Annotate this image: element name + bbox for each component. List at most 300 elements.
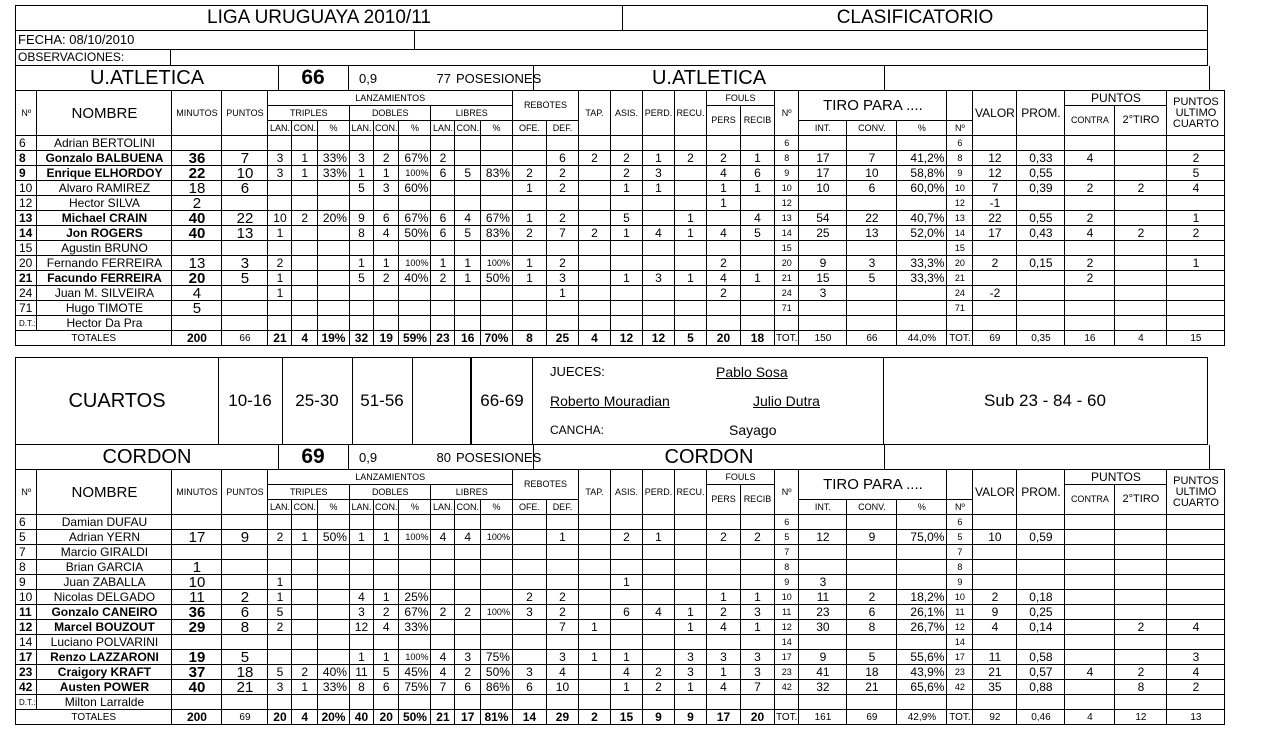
empty-cell <box>706 316 740 331</box>
total-asis: 15 <box>610 710 642 725</box>
cell-pts: 13 <box>222 226 268 241</box>
total-n2: TOT. <box>775 711 798 723</box>
cell-conv: 5 <box>847 271 897 286</box>
total-tpct: 44,0% <box>897 331 947 346</box>
cell-prom <box>1017 635 1065 650</box>
cell-tpct <box>897 560 947 575</box>
cell-t_lan: 10 <box>268 211 292 226</box>
cell-prom <box>1017 196 1065 211</box>
cell-l_lan <box>431 635 455 650</box>
total-d_con: 20 <box>373 710 399 725</box>
empty-cell <box>292 695 318 710</box>
cell-tpct <box>897 301 947 316</box>
table-row <box>16 665 1225 680</box>
col-header-recib: RECIB <box>740 106 774 136</box>
cell-conv: 6 <box>847 181 897 196</box>
cell-int <box>799 635 847 650</box>
total-valor: 92 <box>973 710 1017 725</box>
cell-recib: 3 <box>740 650 774 665</box>
coach-name: Hector Da Pra <box>37 316 172 331</box>
cell-int: 25 <box>799 226 847 241</box>
cell-d_con <box>373 301 399 316</box>
cell-int: 9 <box>799 650 847 665</box>
cell-tpct: 26,1% <box>897 605 947 620</box>
cell-l_con <box>455 545 481 560</box>
totals-label: TOTALES <box>16 331 172 346</box>
cell-t_pct <box>317 545 349 560</box>
empty-cell <box>349 695 373 710</box>
cell-t_con <box>292 271 318 286</box>
cell-l_pct <box>480 635 512 650</box>
empty-cell <box>455 316 481 331</box>
cell-l_con: 1 <box>455 256 481 271</box>
cell-perd <box>642 620 674 635</box>
table-row <box>16 256 1225 271</box>
cell-segundo <box>1115 575 1167 590</box>
total-t_con: 4 <box>292 331 318 346</box>
col-header-triples: TRIPLES <box>268 106 350 121</box>
cell-perd <box>642 575 674 590</box>
cell-t_pct: 40% <box>317 665 349 680</box>
date-row <box>15 31 1208 50</box>
cell-num: 7 <box>16 545 37 560</box>
team1-score: 66 <box>278 66 349 90</box>
cell-num: 10 <box>16 181 37 196</box>
cell-conv: 5 <box>847 650 897 665</box>
cell-recib <box>740 515 774 530</box>
cell-ultimo: 1 <box>1167 211 1225 226</box>
coach-label: D.T.: <box>16 695 37 710</box>
cell-tpct <box>897 136 947 151</box>
cell-l_lan <box>431 286 455 301</box>
empty-cell <box>1065 316 1115 331</box>
cell-contra <box>1065 575 1115 590</box>
cell-n3: 14 <box>947 226 973 241</box>
cell-tap <box>578 635 610 650</box>
cell-valor <box>973 271 1017 286</box>
observations-label: OBSERVACIONES: <box>16 49 171 65</box>
cell-conv <box>847 286 897 301</box>
cell-l_pct: 86% <box>480 680 512 695</box>
court-label: CANCHA: <box>550 423 605 437</box>
cell-d_con <box>373 196 399 211</box>
cell-pts <box>222 136 268 151</box>
cell-pers: 3 <box>706 650 740 665</box>
cell-int <box>799 560 847 575</box>
cell-ofe: 1 <box>512 256 546 271</box>
cell-pers <box>706 575 740 590</box>
cell-int: 15 <box>799 271 847 286</box>
col-header-pct: % <box>317 121 349 136</box>
empty-cell <box>847 316 897 331</box>
cell-d_pct <box>399 286 431 301</box>
cell-l_pct <box>480 196 512 211</box>
total-l_pct: 70% <box>480 331 512 346</box>
cell-t_lan: 1 <box>268 575 292 590</box>
cell-n2: 14 <box>774 635 798 650</box>
cell-recu: 1 <box>674 605 706 620</box>
table-row <box>16 301 1225 316</box>
cell-l_lan: 7 <box>431 680 455 695</box>
col-header-pers: PERS <box>706 106 740 136</box>
cell-t_con <box>292 256 318 271</box>
cell-conv: 3 <box>847 256 897 271</box>
cell-prom: 0,58 <box>1017 650 1065 665</box>
cell-prom: 0,33 <box>1017 151 1065 166</box>
col-header-num: Nº <box>16 470 37 515</box>
empty-cell <box>268 695 292 710</box>
cell-asis <box>610 620 642 635</box>
cell-name: Brian GARCIA <box>37 560 172 575</box>
cell-l_con: 5 <box>455 226 481 241</box>
empty-cell <box>642 695 674 710</box>
col-header-con: CON. <box>455 500 481 515</box>
col-header-valor: VALOR <box>973 91 1017 136</box>
cell-t_pct <box>317 226 349 241</box>
cell-d_con: 6 <box>373 680 399 695</box>
cell-l_con: 2 <box>455 605 481 620</box>
total-pts: 69 <box>222 710 268 725</box>
col-header-blank <box>947 91 973 121</box>
cell-n2: 20 <box>774 256 798 271</box>
cell-t_lan <box>268 650 292 665</box>
cell-int <box>799 301 847 316</box>
cell-tpct: 26,7% <box>897 620 947 635</box>
cell-ofe: 1 <box>512 271 546 286</box>
cell-n3: 15 <box>947 241 973 256</box>
cell-ultimo <box>1167 560 1225 575</box>
cell-t_pct: 33% <box>317 680 349 695</box>
cell-min: 2 <box>172 196 222 211</box>
team1-possessions-label: POSESIONES <box>456 70 542 86</box>
cell-n2: 71 <box>774 301 798 316</box>
referee-1: Pablo Sosa <box>716 364 788 380</box>
cell-pts <box>222 635 268 650</box>
cell-ultimo <box>1167 286 1225 301</box>
cell-def: 2 <box>546 590 578 605</box>
total-l_con: 17 <box>455 710 481 725</box>
cell-tap: 1 <box>578 620 610 635</box>
cell-ultimo: 2 <box>1167 151 1225 166</box>
cell-d_con: 1 <box>373 650 399 665</box>
col-header-ofe: OFE. <box>512 500 546 515</box>
cell-d_pct: 45% <box>399 665 431 680</box>
cell-pts <box>222 286 268 301</box>
cell-conv: 13 <box>847 226 897 241</box>
cell-recib <box>740 241 774 256</box>
col-header-num-3: Nº <box>947 500 973 515</box>
cell-pts: 6 <box>222 181 268 196</box>
total-min: 200 <box>172 331 222 346</box>
cell-l_lan: 1 <box>431 256 455 271</box>
cell-t_con <box>292 136 318 151</box>
cell-t_con: 2 <box>292 665 318 680</box>
cell-def: 1 <box>546 530 578 545</box>
cell-prom <box>1017 286 1065 301</box>
cell-segundo: 2 <box>1115 620 1167 635</box>
table-row <box>16 241 1225 256</box>
team1-ratio: 0,9 <box>359 70 378 86</box>
cell-asis <box>610 286 642 301</box>
empty-cell <box>706 695 740 710</box>
cell-prom <box>1017 560 1065 575</box>
cell-t_lan <box>268 515 292 530</box>
cell-t_con <box>292 620 318 635</box>
cell-recu <box>674 635 706 650</box>
cell-d_lan: 9 <box>349 211 373 226</box>
empty-cell <box>1167 695 1225 710</box>
cell-segundo <box>1115 196 1167 211</box>
total-ofe: 8 <box>512 331 546 346</box>
col-header-int: INT. <box>799 500 847 515</box>
col-header-second-shot: 2°TIRO <box>1115 485 1167 515</box>
cell-contra <box>1065 590 1115 605</box>
quarter-3-score: 51-56 <box>352 358 413 444</box>
cell-prom <box>1017 515 1065 530</box>
cell-pts <box>222 515 268 530</box>
cell-num: 17 <box>16 650 37 665</box>
cell-n3: 17 <box>947 650 973 665</box>
cell-d_pct: 67% <box>399 151 431 166</box>
cell-tap <box>578 136 610 151</box>
cell-recib: 7 <box>740 680 774 695</box>
cell-recu <box>674 560 706 575</box>
cell-conv: 22 <box>847 211 897 226</box>
empty-cell <box>455 695 481 710</box>
cell-min: 37 <box>172 665 222 680</box>
cell-pts: 8 <box>222 620 268 635</box>
cell-d_con: 4 <box>373 226 399 241</box>
cell-n3: 12 <box>947 620 973 635</box>
cell-recu <box>674 545 706 560</box>
cell-d_con <box>373 545 399 560</box>
empty-cell <box>1065 695 1115 710</box>
cell-l_lan <box>431 545 455 560</box>
cell-int: 30 <box>799 620 847 635</box>
cell-t_con <box>292 241 318 256</box>
cell-pts <box>222 560 268 575</box>
col-header-pct: % <box>399 500 431 515</box>
cell-ofe <box>512 560 546 575</box>
cell-t_con <box>292 545 318 560</box>
total-perd: 12 <box>642 331 674 346</box>
cell-def: 2 <box>546 166 578 181</box>
quarter-2-score: 25-30 <box>282 358 353 444</box>
cell-asis: 1 <box>610 226 642 241</box>
cell-l_con <box>455 635 481 650</box>
cell-ultimo: 2 <box>1167 680 1225 695</box>
team2-stats-table <box>15 469 1225 725</box>
quarters-label: CUARTOS <box>16 358 219 444</box>
cell-name: Nicolas DELGADO <box>37 590 172 605</box>
total-d_lan: 40 <box>349 710 373 725</box>
cell-d_pct: 67% <box>399 211 431 226</box>
cell-n3: 12 <box>947 196 973 211</box>
cell-perd: 2 <box>642 665 674 680</box>
col-header-rebounds: REBOTES <box>512 470 578 500</box>
cell-valor: 22 <box>973 211 1017 226</box>
cell-int: 10 <box>799 181 847 196</box>
coach-name: Milton Larralde <box>37 695 172 710</box>
cell-l_lan <box>431 241 455 256</box>
cell-n2: 9 <box>774 575 798 590</box>
team1-name-right: U.ATLETICA <box>533 66 885 90</box>
total-segundo: 12 <box>1115 710 1167 725</box>
cell-ofe <box>512 286 546 301</box>
cell-conv: 7 <box>847 151 897 166</box>
cell-l_pct: 50% <box>480 665 512 680</box>
cell-l_lan: 6 <box>431 166 455 181</box>
cell-d_pct <box>399 545 431 560</box>
cell-prom <box>1017 241 1065 256</box>
coach-row <box>16 695 1225 710</box>
col-header-pct: % <box>897 121 947 136</box>
cell-d_lan <box>349 635 373 650</box>
cell-segundo <box>1115 136 1167 151</box>
cell-valor <box>973 560 1017 575</box>
cell-int <box>799 196 847 211</box>
cell-perd: 2 <box>642 680 674 695</box>
cell-recib <box>740 286 774 301</box>
cell-num: 6 <box>16 136 37 151</box>
cell-min: 36 <box>172 605 222 620</box>
cell-l_pct <box>480 545 512 560</box>
cell-asis: 1 <box>610 650 642 665</box>
cell-segundo <box>1115 301 1167 316</box>
col-header-pers: PERS <box>706 485 740 515</box>
cell-t_lan: 3 <box>268 166 292 181</box>
cell-d_lan: 12 <box>349 620 373 635</box>
totals-row <box>16 710 1225 725</box>
cell-pts <box>222 545 268 560</box>
cell-recib: 3 <box>740 665 774 680</box>
cell-ultimo <box>1167 301 1225 316</box>
cell-d_con: 1 <box>373 166 399 181</box>
cell-tap <box>578 256 610 271</box>
cell-prom: 0,39 <box>1017 181 1065 196</box>
cell-d_pct: 50% <box>399 226 431 241</box>
cell-int <box>799 241 847 256</box>
col-header-triples: TRIPLES <box>268 485 350 500</box>
cell-name: Michael CRAIN <box>37 211 172 226</box>
cell-tap <box>578 301 610 316</box>
cell-ultimo <box>1167 605 1225 620</box>
cell-t_con <box>292 301 318 316</box>
col-header-num: Nº <box>16 91 37 136</box>
cell-name: Marcel BOUZOUT <box>37 620 172 635</box>
cell-segundo <box>1115 545 1167 560</box>
cell-d_con <box>373 241 399 256</box>
cell-l_pct: 67% <box>480 211 512 226</box>
table-row <box>16 635 1225 650</box>
cell-asis <box>610 590 642 605</box>
cell-l_con <box>455 136 481 151</box>
col-header-def: DEF. <box>546 500 578 515</box>
cell-pts <box>222 241 268 256</box>
cell-conv: 6 <box>847 605 897 620</box>
cell-n2: 8 <box>774 151 798 166</box>
cell-num: 8 <box>16 151 37 166</box>
empty-cell <box>1017 316 1065 331</box>
team2-header <box>15 445 1210 470</box>
cell-n3: 5 <box>947 530 973 545</box>
cell-ofe: 3 <box>512 605 546 620</box>
col-header-recu: RECU. <box>674 470 706 515</box>
cell-num: 12 <box>16 620 37 635</box>
total-conv: 69 <box>847 710 897 725</box>
cell-d_con: 1 <box>373 590 399 605</box>
quarter-1-score: 10-16 <box>218 358 283 444</box>
table-row <box>16 211 1225 226</box>
cell-conv <box>847 545 897 560</box>
total-valor: 69 <box>973 331 1017 346</box>
col-header-name: NOMBRE <box>37 91 172 136</box>
empty-cell <box>373 316 399 331</box>
cell-perd: 1 <box>642 181 674 196</box>
cell-n3: 10 <box>947 181 973 196</box>
total-prom: 0,46 <box>1017 710 1065 725</box>
cell-recib: 3 <box>740 605 774 620</box>
cell-recu: 1 <box>674 680 706 695</box>
total-conv: 66 <box>847 331 897 346</box>
cell-prom: 0,18 <box>1017 590 1065 605</box>
cell-n2: 5 <box>774 530 798 545</box>
col-header-second-shot: 2°TIRO <box>1115 106 1167 136</box>
cell-tap <box>578 590 610 605</box>
coach-row <box>16 316 1225 331</box>
cell-t_con <box>292 181 318 196</box>
total-int: 161 <box>799 710 847 725</box>
cell-pers <box>706 545 740 560</box>
col-header-shot-for: TIRO PARA .... <box>799 470 947 500</box>
cell-ofe <box>512 575 546 590</box>
col-header-num-2: Nº <box>774 91 798 136</box>
cell-d_pct <box>399 301 431 316</box>
cell-d_lan: 5 <box>349 271 373 286</box>
col-header-pct: % <box>317 500 349 515</box>
referee-2: Roberto Mouradian <box>550 393 670 409</box>
cell-t_pct <box>317 605 349 620</box>
cell-min: 1 <box>172 560 222 575</box>
cell-contra <box>1065 605 1115 620</box>
cell-def <box>546 545 578 560</box>
cell-d_lan: 1 <box>349 650 373 665</box>
table-row <box>16 136 1225 151</box>
col-header-pct: % <box>480 121 512 136</box>
cell-t_lan: 3 <box>268 680 292 695</box>
cell-pers: 4 <box>706 620 740 635</box>
officials-box <box>532 358 884 444</box>
cell-recu: 3 <box>674 650 706 665</box>
empty-cell <box>973 316 1017 331</box>
cell-n2: 10 <box>774 590 798 605</box>
cell-t_pct <box>317 301 349 316</box>
cell-t_con <box>292 650 318 665</box>
cell-ultimo: 4 <box>1167 181 1225 196</box>
cell-def <box>546 196 578 211</box>
col-header-con: CON. <box>373 500 399 515</box>
total-ofe: 14 <box>512 710 546 725</box>
cell-int: 11 <box>799 590 847 605</box>
cell-t_pct <box>317 575 349 590</box>
cell-int: 12 <box>799 530 847 545</box>
cell-t_lan <box>268 241 292 256</box>
cell-l_con: 4 <box>455 530 481 545</box>
cell-asis: 2 <box>610 166 642 181</box>
cell-tap <box>578 181 610 196</box>
cell-recu: 1 <box>674 211 706 226</box>
cell-valor: 10 <box>973 530 1017 545</box>
